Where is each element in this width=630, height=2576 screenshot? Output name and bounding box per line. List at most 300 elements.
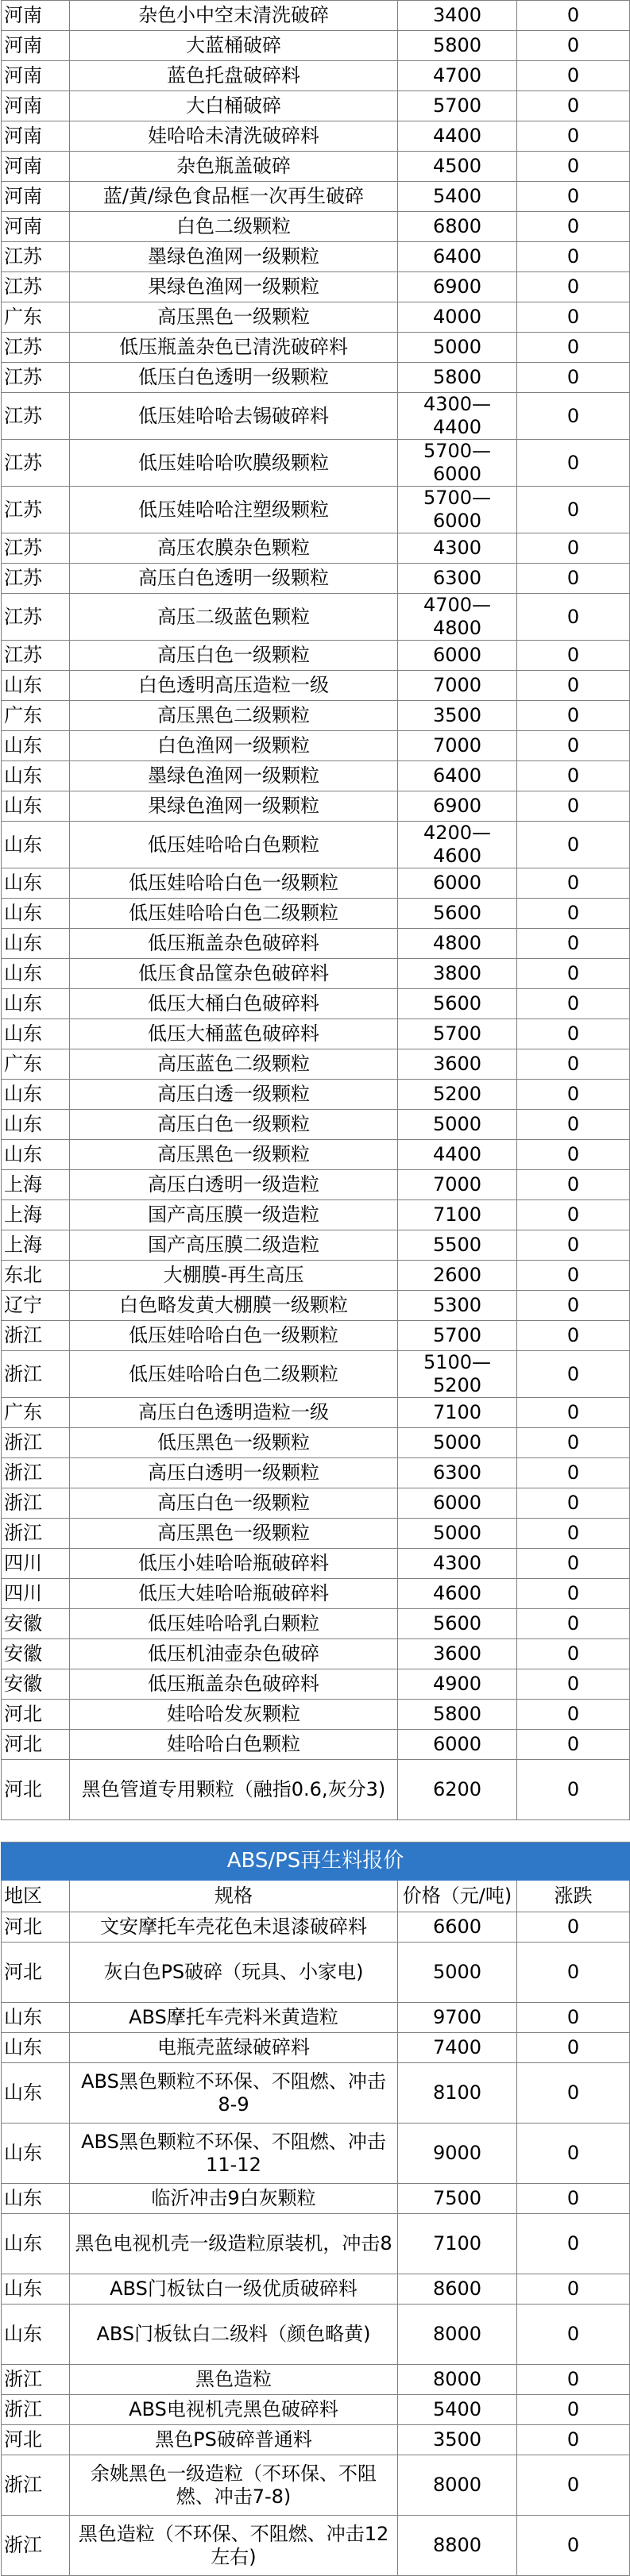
abs-table-header: [2, 1881, 630, 1912]
region-cell: 浙江: [2, 2455, 70, 2516]
spec-cell: 低压娃哈哈白色颗粒: [70, 822, 398, 868]
spec-cell: 低压娃哈哈白色一级颗粒: [70, 868, 398, 899]
spec-cell: 高压白透明一级颗粒: [70, 1458, 398, 1488]
price-cell: 7000: [398, 731, 517, 761]
change-cell: 0: [517, 1291, 630, 1321]
price-cell: 9700: [398, 2003, 517, 2033]
table-row: [2, 1049, 630, 1080]
price-cell: 6000: [398, 868, 517, 899]
region-cell: 山东: [2, 1110, 70, 1140]
table-row: [2, 1170, 630, 1200]
price-cell: 5600: [398, 989, 517, 1019]
region-cell: 四川: [2, 1579, 70, 1609]
table-row: [2, 2425, 630, 2455]
spec-cell: 电瓶壳蓝绿破碎料: [70, 2033, 398, 2063]
table-row: [2, 1230, 630, 1261]
change-cell: 0: [517, 487, 630, 533]
price-cell: 7400: [398, 2033, 517, 2063]
change-cell: 0: [517, 152, 630, 182]
region-cell: 上海: [2, 1230, 70, 1261]
price-cell: 8800: [398, 2516, 517, 2576]
spec-cell: 低压大桶白色破碎料: [70, 989, 398, 1019]
spec-cell: 国产高压膜二级造粒: [70, 1230, 398, 1261]
change-cell: 0: [517, 1519, 630, 1549]
price-cell: 6600: [398, 1912, 517, 1943]
region-cell: 河南: [2, 121, 70, 152]
change-cell: 0: [517, 731, 630, 761]
change-cell: 0: [517, 2003, 630, 2033]
table-row: [2, 2003, 630, 2033]
region-cell: 江苏: [2, 564, 70, 594]
price-cell: 5700: [398, 1321, 517, 1351]
region-cell: 山东: [2, 2063, 70, 2124]
table-row: [2, 1488, 630, 1519]
change-cell: 0: [517, 1639, 630, 1669]
spec-cell: 低压大娃哈哈瓶破碎料: [70, 1579, 398, 1609]
spec-cell: 白色略发黄大棚膜一级颗粒: [70, 1291, 398, 1321]
change-cell: 0: [517, 333, 630, 363]
table-row: [2, 2124, 630, 2184]
spec-cell: 杂色小中空末清洗破碎: [70, 1, 398, 31]
change-cell: 0: [517, 2124, 630, 2184]
spec-cell: 高压二级蓝色颗粒: [70, 594, 398, 641]
change-cell: 0: [517, 1730, 630, 1760]
table-row: [2, 959, 630, 989]
spec-cell: 蓝/黄/绿色食品框一次再生破碎: [70, 182, 398, 212]
price-cell: 4300: [398, 533, 517, 564]
price-cell: 4400: [398, 1140, 517, 1170]
table-row: [2, 212, 630, 242]
change-cell: 0: [517, 1549, 630, 1579]
price-cell: 7000: [398, 671, 517, 701]
region-cell: 河北: [2, 1760, 70, 1820]
spec-cell: 娃哈哈白色颗粒: [70, 1730, 398, 1760]
region-cell: 广东: [2, 1049, 70, 1080]
table-row: [2, 487, 630, 533]
price-cell: 6400: [398, 761, 517, 791]
spec-cell: 高压农膜杂色颗粒: [70, 533, 398, 564]
region-cell: 山东: [2, 868, 70, 899]
price-cell: 5700—6000: [398, 440, 517, 487]
spec-cell: 高压白色一级颗粒: [70, 1488, 398, 1519]
table-row: [2, 91, 630, 121]
price-cell: 6300: [398, 564, 517, 594]
change-cell: 0: [517, 1321, 630, 1351]
spec-cell: 低压瓶盖杂色破碎料: [70, 929, 398, 959]
spec-cell: 高压白色透明一级颗粒: [70, 564, 398, 594]
spec-cell: 大棚膜-再生高压: [70, 1261, 398, 1291]
change-cell: 0: [517, 1579, 630, 1609]
price-cell: 5700: [398, 91, 517, 121]
region-cell: 山东: [2, 2184, 70, 2214]
table-row: [2, 2274, 630, 2305]
region-cell: 山东: [2, 2003, 70, 2033]
spec-cell: 果绿色渔网一级颗粒: [70, 791, 398, 822]
table-row: [2, 791, 630, 822]
price-cell: 5000: [398, 1110, 517, 1140]
change-cell: 0: [517, 1140, 630, 1170]
table-row: [2, 1549, 630, 1579]
header-region: 地区: [2, 1881, 70, 1912]
spec-cell: 国产高压膜一级造粒: [70, 1200, 398, 1230]
change-cell: 0: [517, 91, 630, 121]
price-table: [1, 0, 630, 2576]
change-cell: 0: [517, 1110, 630, 1140]
table-row: [2, 731, 630, 761]
price-cell: 7100: [398, 1200, 517, 1230]
table-row: [2, 1110, 630, 1140]
spec-cell: 高压白透一级颗粒: [70, 1080, 398, 1110]
spec-cell: 黑色电视机壳一级造粒原装机，冲击8: [70, 2214, 398, 2274]
spec-cell: 余姚黑色一级造粒（不环保、不阻燃、冲击7-8): [70, 2455, 398, 2516]
table-row: [2, 302, 630, 333]
region-cell: 山东: [2, 2214, 70, 2274]
region-cell: 江苏: [2, 272, 70, 302]
section-gap: [2, 1820, 630, 1842]
table-row: [2, 1760, 630, 1820]
price-cell: 3500: [398, 701, 517, 731]
region-cell: 山东: [2, 671, 70, 701]
change-cell: 0: [517, 2214, 630, 2274]
region-cell: 山东: [2, 959, 70, 989]
region-cell: 山东: [2, 2033, 70, 2063]
header-price: 价格（元/吨): [398, 1881, 517, 1912]
table-row: [2, 1943, 630, 2003]
region-cell: 浙江: [2, 2395, 70, 2425]
region-cell: 河南: [2, 61, 70, 91]
region-cell: 浙江: [2, 1321, 70, 1351]
price-cell: 4700—4800: [398, 594, 517, 641]
region-cell: 广东: [2, 1398, 70, 1428]
spec-cell: 高压黑色一级颗粒: [70, 302, 398, 333]
spec-cell: 低压黑色一级颗粒: [70, 1428, 398, 1458]
price-cell: 6000: [398, 1488, 517, 1519]
region-cell: 江苏: [2, 487, 70, 533]
price-cell: 6400: [398, 242, 517, 272]
change-cell: 0: [517, 440, 630, 487]
price-cell: 6900: [398, 272, 517, 302]
spec-cell: 黑色造粒（不环保、不阻燃、冲击12左右): [70, 2516, 398, 2576]
spec-cell: 高压白色一级颗粒: [70, 641, 398, 671]
table-row: [2, 272, 630, 302]
abs-section-title: ABS/PS再生料报价: [2, 1842, 630, 1881]
change-cell: 0: [517, 2395, 630, 2425]
header-spec: 规格: [70, 1881, 398, 1912]
region-cell: 江苏: [2, 440, 70, 487]
region-cell: 江苏: [2, 333, 70, 363]
change-cell: 0: [517, 212, 630, 242]
price-cell: 3500: [398, 2425, 517, 2455]
table-row: [2, 2063, 630, 2124]
region-cell: 山东: [2, 761, 70, 791]
change-cell: 0: [517, 2516, 630, 2576]
table-row: [2, 1321, 630, 1351]
table-row: [2, 1080, 630, 1110]
spec-cell: 高压白透明一级造粒: [70, 1170, 398, 1200]
abs-price-rows: [2, 1912, 630, 2576]
change-cell: 0: [517, 1200, 630, 1230]
price-cell: 7100: [398, 2214, 517, 2274]
spec-cell: 高压黑色二级颗粒: [70, 701, 398, 731]
spec-cell: 低压娃哈哈白色一级颗粒: [70, 1321, 398, 1351]
table-row: [2, 440, 630, 487]
spec-cell: 娃哈哈发灰颗粒: [70, 1700, 398, 1730]
change-cell: 0: [517, 671, 630, 701]
region-cell: 安徽: [2, 1669, 70, 1700]
table-row: [2, 2395, 630, 2425]
change-cell: 0: [517, 899, 630, 929]
change-cell: 0: [517, 2184, 630, 2214]
table-row: [2, 1458, 630, 1488]
table-row: [2, 31, 630, 61]
price-cell: 8000: [398, 2365, 517, 2395]
abs-section-title-row: [2, 1842, 630, 1881]
price-cell: 4300—4400: [398, 393, 517, 440]
region-cell: 河南: [2, 182, 70, 212]
price-cell: 5600: [398, 899, 517, 929]
spec-cell: ABS门板钛白二级料（颜色略黄): [70, 2305, 398, 2365]
spec-cell: 低压瓶盖杂色已清洗破碎料: [70, 333, 398, 363]
table-row: [2, 594, 630, 641]
change-cell: 0: [517, 1700, 630, 1730]
region-cell: 江苏: [2, 242, 70, 272]
change-cell: 0: [517, 1170, 630, 1200]
change-cell: 0: [517, 594, 630, 641]
price-cell: 4200—4600: [398, 822, 517, 868]
change-cell: 0: [517, 791, 630, 822]
table-row: [2, 1200, 630, 1230]
table-row: [2, 1, 630, 31]
spec-cell: 高压蓝色二级颗粒: [70, 1049, 398, 1080]
region-cell: 河北: [2, 1912, 70, 1943]
change-cell: 0: [517, 641, 630, 671]
price-cell: 5500: [398, 1230, 517, 1261]
price-cell: 7100: [398, 1398, 517, 1428]
region-cell: 浙江: [2, 1428, 70, 1458]
region-cell: 四川: [2, 1549, 70, 1579]
change-cell: 0: [517, 1049, 630, 1080]
price-cell: 2600: [398, 1261, 517, 1291]
price-cell: 6900: [398, 791, 517, 822]
price-cell: 4900: [398, 1669, 517, 1700]
spec-cell: 低压小娃哈哈瓶破碎料: [70, 1549, 398, 1579]
gap-cell: [2, 1820, 630, 1842]
region-cell: 江苏: [2, 533, 70, 564]
region-cell: 上海: [2, 1200, 70, 1230]
spec-cell: 果绿色渔网一级颗粒: [70, 272, 398, 302]
region-cell: 安徽: [2, 1639, 70, 1669]
change-cell: 0: [517, 1760, 630, 1820]
price-cell: 7500: [398, 2184, 517, 2214]
spec-cell: 大蓝桶破碎: [70, 31, 398, 61]
price-cell: 6000: [398, 641, 517, 671]
spec-cell: 黑色造粒: [70, 2365, 398, 2395]
spec-cell: ABS门板钛白一级优质破碎料: [70, 2274, 398, 2305]
region-cell: 山东: [2, 731, 70, 761]
pe-price-rows: [2, 1, 630, 1820]
change-cell: 0: [517, 989, 630, 1019]
table-row: [2, 1912, 630, 1943]
spec-cell: 临沂冲击9白灰颗粒: [70, 2184, 398, 2214]
table-row: [2, 393, 630, 440]
table-row: [2, 868, 630, 899]
table-row: [2, 701, 630, 731]
spec-cell: 低压白色透明一级颗粒: [70, 363, 398, 393]
change-cell: 0: [517, 1230, 630, 1261]
spec-cell: 低压大桶蓝色破碎料: [70, 1019, 398, 1049]
table-row: [2, 182, 630, 212]
price-cell: 3600: [398, 1049, 517, 1080]
table-row: [2, 2184, 630, 2214]
table-row: [2, 1669, 630, 1700]
table-row: [2, 2033, 630, 2063]
region-cell: 浙江: [2, 1488, 70, 1519]
spec-cell: 低压娃哈哈吹膜级颗粒: [70, 440, 398, 487]
spec-cell: 低压食品筐杂色破碎料: [70, 959, 398, 989]
table-row: [2, 61, 630, 91]
header-change: 涨跌: [517, 1881, 630, 1912]
table-row: [2, 1140, 630, 1170]
price-cell: 3600: [398, 1639, 517, 1669]
change-cell: 0: [517, 2033, 630, 2063]
table-row: [2, 333, 630, 363]
spec-cell: 低压娃哈哈去锡破碎料: [70, 393, 398, 440]
spec-cell: 杂色瓶盖破碎: [70, 152, 398, 182]
table-row: [2, 989, 630, 1019]
change-cell: 0: [517, 1261, 630, 1291]
spec-cell: 大白桶破碎: [70, 91, 398, 121]
spec-cell: ABS摩托车壳料米黄造粒: [70, 2003, 398, 2033]
change-cell: 0: [517, 2365, 630, 2395]
region-cell: 浙江: [2, 1519, 70, 1549]
change-cell: 0: [517, 1080, 630, 1110]
region-cell: 浙江: [2, 2516, 70, 2576]
region-cell: 安徽: [2, 1609, 70, 1639]
price-cell: 4700: [398, 61, 517, 91]
table-row: [2, 822, 630, 868]
table-row: [2, 1398, 630, 1428]
spec-cell: ABS黑色颗粒不环保、不阻燃、冲击11-12: [70, 2124, 398, 2184]
change-cell: 0: [517, 302, 630, 333]
change-cell: 0: [517, 1398, 630, 1428]
region-cell: 河南: [2, 1, 70, 31]
spec-cell: 低压瓶盖杂色破碎料: [70, 1669, 398, 1700]
price-cell: 4600: [398, 1579, 517, 1609]
table-row: [2, 899, 630, 929]
price-cell: 5600: [398, 1609, 517, 1639]
price-cell: 9000: [398, 2124, 517, 2184]
price-cell: 4500: [398, 152, 517, 182]
region-cell: 河南: [2, 91, 70, 121]
price-cell: 3800: [398, 959, 517, 989]
spec-cell: 白色二级颗粒: [70, 212, 398, 242]
change-cell: 0: [517, 1458, 630, 1488]
spec-cell: 灰白色PS破碎（玩具、小家电): [70, 1943, 398, 2003]
region-cell: 江苏: [2, 393, 70, 440]
spec-cell: 黑色PS破碎普通料: [70, 2425, 398, 2455]
region-cell: 山东: [2, 822, 70, 868]
change-cell: 0: [517, 242, 630, 272]
region-cell: 山东: [2, 989, 70, 1019]
spec-cell: 墨绿色渔网一级颗粒: [70, 761, 398, 791]
price-cell: 5700: [398, 1019, 517, 1049]
change-cell: 0: [517, 761, 630, 791]
change-cell: 0: [517, 1669, 630, 1700]
spec-cell: ABS电视机壳黑色破碎料: [70, 2395, 398, 2425]
price-cell: 5000: [398, 1943, 517, 2003]
table-row: [2, 1428, 630, 1458]
region-cell: 河北: [2, 1700, 70, 1730]
change-cell: 0: [517, 393, 630, 440]
change-cell: 0: [517, 1428, 630, 1458]
region-cell: 河北: [2, 2425, 70, 2455]
region-cell: 上海: [2, 1170, 70, 1200]
change-cell: 0: [517, 1943, 630, 2003]
table-row: [2, 761, 630, 791]
change-cell: 0: [517, 701, 630, 731]
change-cell: 0: [517, 2274, 630, 2305]
price-cell: 5700—6000: [398, 487, 517, 533]
change-cell: 0: [517, 182, 630, 212]
price-cell: 5800: [398, 1700, 517, 1730]
price-cell: 5000: [398, 1428, 517, 1458]
price-cell: 5300: [398, 1291, 517, 1321]
region-cell: 山东: [2, 1140, 70, 1170]
region-cell: 河南: [2, 31, 70, 61]
price-cell: 5800: [398, 363, 517, 393]
change-cell: 0: [517, 2425, 630, 2455]
price-cell: 5200: [398, 1080, 517, 1110]
spec-cell: 文安摩托车壳花色未退漆破碎料: [70, 1912, 398, 1943]
change-cell: 0: [517, 564, 630, 594]
change-cell: 0: [517, 868, 630, 899]
change-cell: 0: [517, 1351, 630, 1398]
change-cell: 0: [517, 121, 630, 152]
change-cell: 0: [517, 959, 630, 989]
price-cell: 5400: [398, 2395, 517, 2425]
spec-cell: 低压娃哈哈白色二级颗粒: [70, 899, 398, 929]
price-cell: 5100—5200: [398, 1351, 517, 1398]
region-cell: 广东: [2, 302, 70, 333]
table-row: [2, 1261, 630, 1291]
price-cell: 4300: [398, 1549, 517, 1579]
table-row: [2, 152, 630, 182]
spec-cell: 蓝色托盘破碎料: [70, 61, 398, 91]
spec-cell: 高压黑色一级颗粒: [70, 1140, 398, 1170]
table-row: [2, 2365, 630, 2395]
table-row: [2, 1609, 630, 1639]
price-cell: 8600: [398, 2274, 517, 2305]
change-cell: 0: [517, 2455, 630, 2516]
region-cell: 山东: [2, 2274, 70, 2305]
spec-cell: ABS黑色颗粒不环保、不阻燃、冲击8-9: [70, 2063, 398, 2124]
region-cell: 山东: [2, 1019, 70, 1049]
price-cell: 4400: [398, 121, 517, 152]
table-row: [2, 533, 630, 564]
table-row: [2, 671, 630, 701]
price-cell: 8000: [398, 2305, 517, 2365]
price-cell: 5800: [398, 31, 517, 61]
change-cell: 0: [517, 363, 630, 393]
spec-cell: 低压娃哈哈白色二级颗粒: [70, 1351, 398, 1398]
spec-cell: 墨绿色渔网一级颗粒: [70, 242, 398, 272]
abs-section-head: [2, 1820, 630, 1912]
price-cell: 4800: [398, 929, 517, 959]
region-cell: 河北: [2, 1730, 70, 1760]
spec-cell: 高压黑色一级颗粒: [70, 1519, 398, 1549]
price-cell: 6300: [398, 1458, 517, 1488]
table-row: [2, 1519, 630, 1549]
